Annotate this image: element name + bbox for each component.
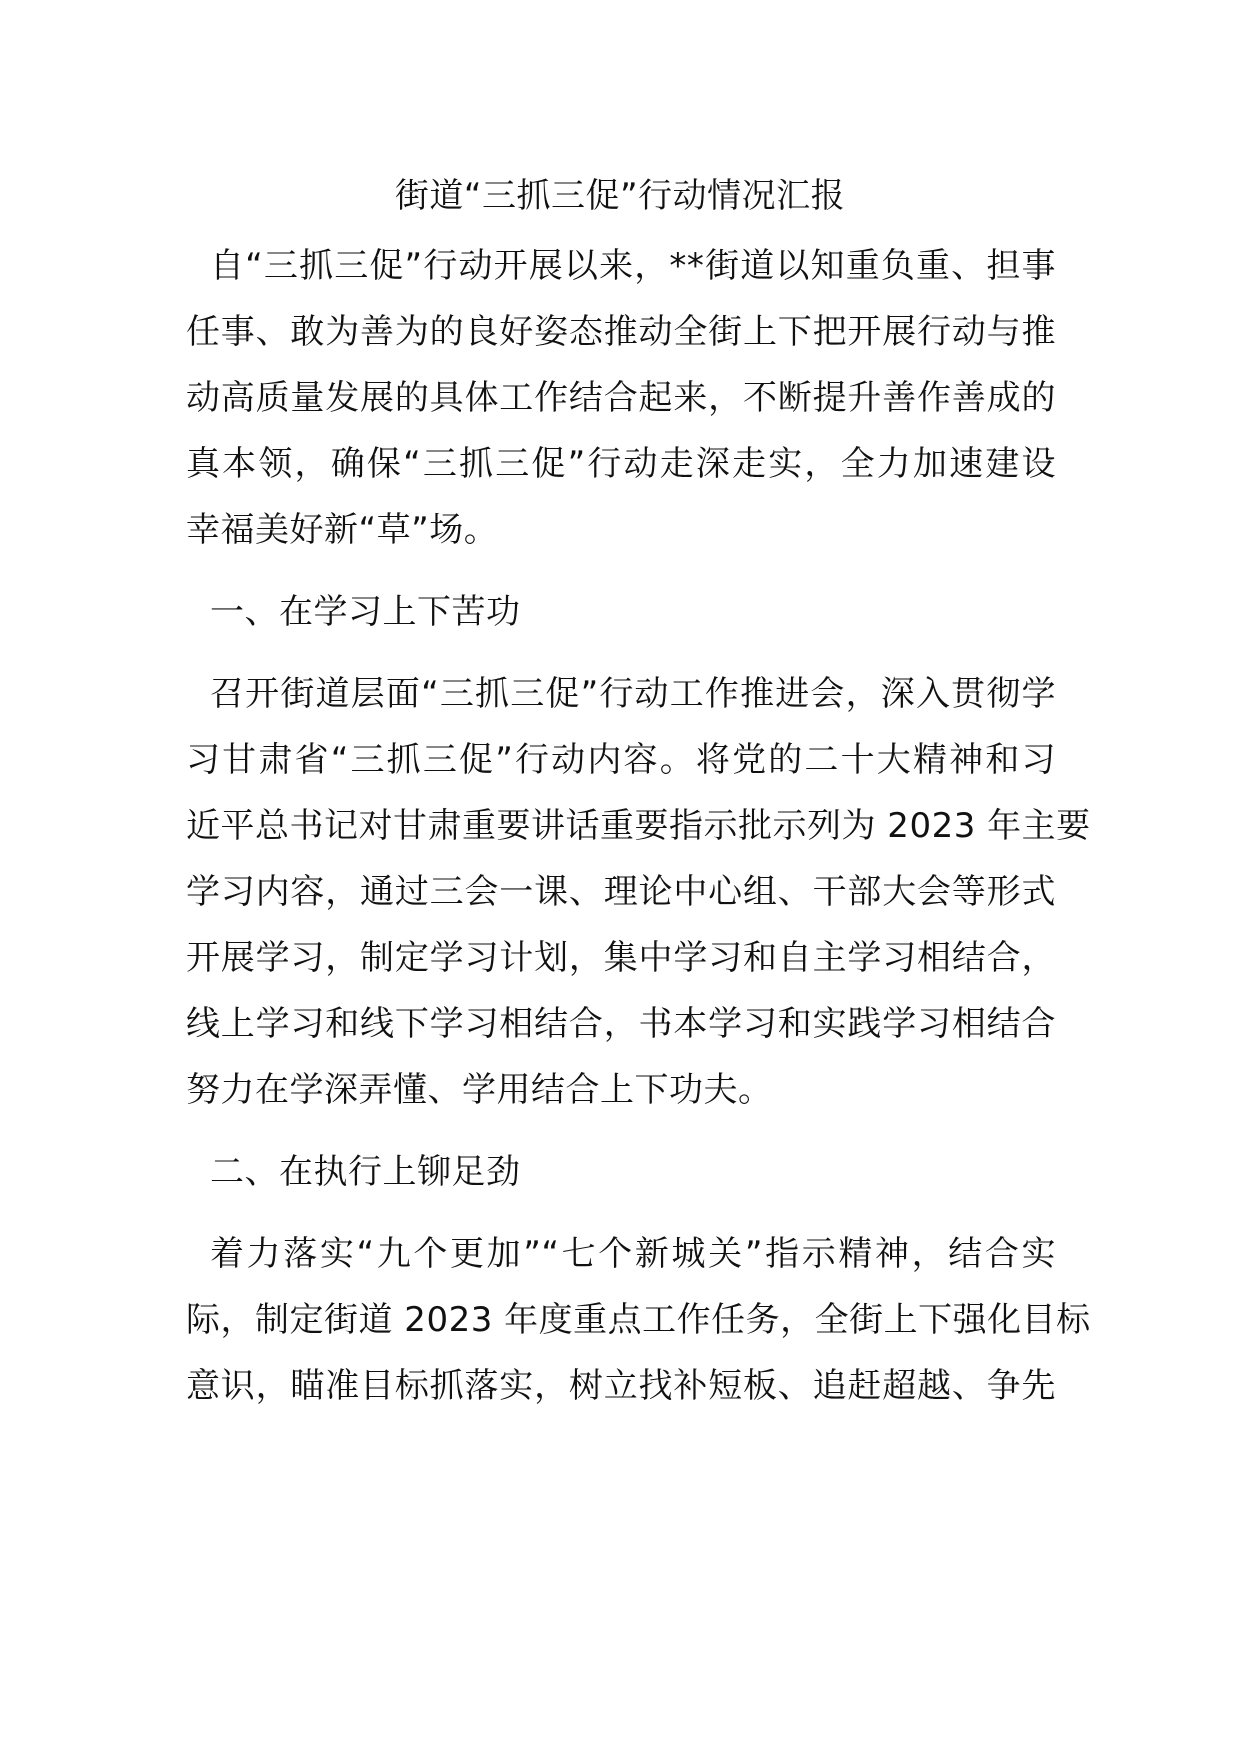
intro-line: 真本领，确保“三抓三促”行动走深走实，全力加速建设	[186, 444, 1056, 484]
section1-line: 学习内容，通过三会一课、理论中心组、干部大会等形式	[186, 872, 1056, 912]
section1-line: 召开街道层面“三抓三促”行动工作推进会，深入贯彻学	[210, 674, 1056, 714]
section2-line: 际，制定街道 2023 年度重点工作任务，全街上下强化目标	[186, 1300, 1091, 1340]
section-heading-1: 一、在学习上下苦功	[210, 592, 521, 632]
intro-line: 任事、敢为善为的良好姿态推动全街上下把开展行动与推	[186, 312, 1056, 352]
section1-line: 努力在学深弄懂、学用结合上下功夫。	[186, 1070, 773, 1110]
section1-line: 近平总书记对甘肃重要讲话重要指示批示列为 2023 年主要	[186, 806, 1091, 846]
section2-line: 意识，瞄准目标抓落实，树立找补短板、追赶超越、争先	[186, 1366, 1056, 1406]
document-title: 街道“三抓三促”行动情况汇报	[394, 176, 846, 216]
intro-line: 动高质量发展的具体工作结合起来，不断提升善作善成的	[186, 378, 1056, 418]
section1-line: 习甘肃省“三抓三促”行动内容。将党的二十大精神和习	[186, 740, 1056, 780]
section-heading-2: 二、在执行上铆足劲	[210, 1152, 521, 1192]
section2-line: 着力落实“九个更加”“七个新城关”指示精神，结合实	[210, 1234, 1056, 1274]
intro-line: 自“三抓三促”行动开展以来，**街道以知重负重、担事	[210, 246, 1056, 286]
section1-line: 线上学习和线下学习相结合，书本学习和实践学习相结合	[186, 1004, 1056, 1044]
intro-line: 幸福美好新“草”场。	[186, 510, 499, 550]
section1-line: 开展学习，制定学习计划，集中学习和自主学习相结合，	[186, 938, 1056, 978]
